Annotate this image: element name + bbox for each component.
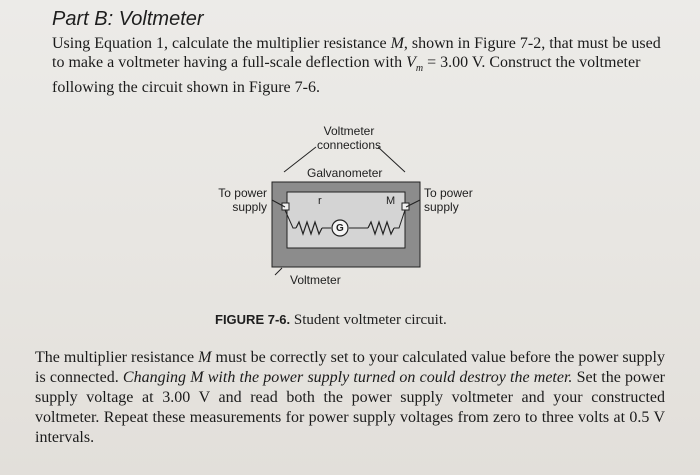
para1-symbol-m: M	[390, 35, 404, 52]
para1-text-b: , shown in Figure 7-2, that must be used to make a voltmeter having a full-scale deflection with	[52, 35, 661, 71]
voltmeter-leader-line	[275, 268, 282, 275]
to-power-right-line2: supply	[424, 200, 459, 214]
to-power-left-line1: To power	[218, 186, 267, 200]
to-power-left-line2: supply	[232, 200, 267, 214]
para2-symbol-m: M	[198, 349, 212, 366]
voltmeter-connections-line2: connections	[316, 138, 382, 152]
procedure-paragraph	[35, 348, 665, 448]
para2-warning: Changing M with the power supply turned on could destroy the meter.	[122, 369, 573, 386]
para2-text-a: The multiplier resistance	[35, 349, 199, 366]
voltmeter-connections-line1: Voltmeter	[323, 124, 375, 138]
voltmeter-label: Voltmeter	[290, 273, 341, 287]
caption-text: Student voltmeter circuit.	[290, 312, 447, 328]
galvanometer-g-symbol: G	[336, 223, 344, 234]
para2-text-c: Set the power supply voltage at 3.00 V and read both the power supply voltmeter and your constructed voltmeter. Repeat these measurements for power supply voltages from zero to three volts at 0.5 V intervals.	[35, 369, 665, 446]
galvanometer-label: Galvanometer	[307, 166, 383, 180]
para1-symbol-v: V	[406, 54, 416, 71]
para1-text-c: = 3.00 V. Construct the voltmeter following the circuit shown in Figure 7-6.	[52, 54, 641, 97]
caption-label: FIGURE 7-6.	[215, 312, 291, 327]
para1-text-a: Using Equation 1, calculate the multiplier resistance	[52, 35, 391, 52]
para1-subscript: m	[415, 63, 424, 75]
to-power-supply-left-label	[211, 186, 267, 214]
resistor-r-label: r	[318, 195, 322, 207]
to-power-right-line1: To power	[424, 186, 473, 200]
resistor-m-label: M	[386, 195, 396, 207]
to-power-supply-right-label	[424, 186, 473, 214]
section-heading: Part B: Voltmeter	[52, 8, 204, 30]
voltmeter-connections-label	[312, 124, 386, 152]
para2-text-b: must be correctly set to your calculated value before the power supply is connected.	[35, 349, 666, 386]
figure-caption	[215, 312, 447, 329]
